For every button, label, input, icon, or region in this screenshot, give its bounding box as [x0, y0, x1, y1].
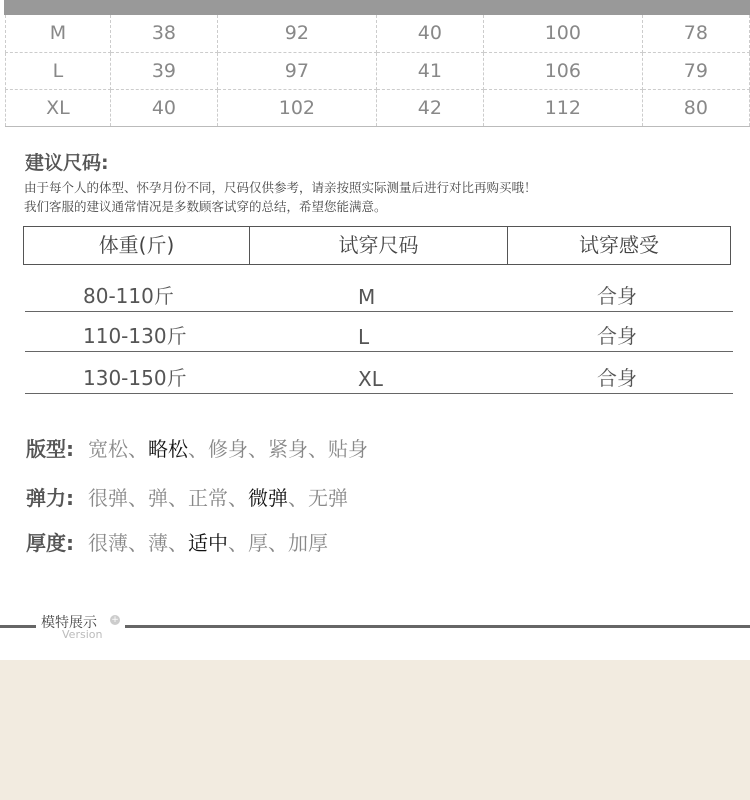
table-row [6, 89, 750, 126]
attribute-row: 弹力: 很弹、弹、正常、微弹、无弹 [26, 486, 348, 510]
recommend-note-1: 由于每个人的体型、怀孕月份不同，尺码仅供参考，请亲按照实际测量后进行对比再购买哦！ [24, 180, 537, 195]
attribute-option: 紧身 [268, 437, 308, 461]
attribute-option: 薄 [148, 531, 168, 555]
table-cell: 79 [642, 52, 749, 89]
divider-line [125, 625, 750, 628]
table-cell: 97 [218, 52, 377, 89]
recommend-cell: 110-130斤 [83, 324, 187, 348]
attribute-option: 宽松 [88, 437, 128, 461]
table-cell: 92 [218, 15, 377, 52]
attribute-option: 修身 [208, 437, 248, 461]
attribute-option: 略松 [148, 437, 188, 461]
header-size: 试穿尺码 [250, 227, 508, 264]
table-cell: M [6, 15, 111, 52]
attribute-option: 厚 [248, 531, 268, 555]
attribute-option: 很弹 [88, 486, 128, 510]
recommend-row [25, 354, 733, 394]
attribute-option: 加厚 [288, 531, 328, 555]
table-cell: XL [6, 89, 111, 126]
attribute-label: 厚度: [26, 531, 74, 555]
attribute-option: 很薄 [88, 531, 128, 555]
table-cell: 102 [218, 89, 377, 126]
attribute-label: 弹力: [26, 486, 74, 510]
table-cell: 40 [110, 89, 217, 126]
table-cell: 38 [110, 15, 217, 52]
table-cell: 41 [376, 52, 483, 89]
table-cell: L [6, 52, 111, 89]
size-table [5, 15, 750, 127]
recommend-cell: M [358, 285, 376, 309]
table-cell: 80 [642, 89, 749, 126]
table-cell: 40 [376, 15, 483, 52]
recommend-cell: 130-150斤 [83, 366, 187, 390]
attribute-option: 微弹 [248, 486, 288, 510]
table-cell: 106 [483, 52, 642, 89]
divider-line [0, 625, 36, 628]
recommend-title: 建议尺码: [25, 152, 109, 174]
size-table-header [4, 0, 750, 15]
recommend-cell: 合身 [597, 324, 637, 348]
recommend-cell: 合身 [597, 366, 637, 390]
recommend-row [25, 312, 733, 352]
table-row [6, 15, 750, 52]
model-section-title: 模特展示 [41, 615, 97, 631]
attribute-row: 厚度: 很薄、薄、适中、厚、加厚 [26, 531, 328, 555]
recommend-table-header [23, 226, 731, 265]
recommend-note-2: 我们客服的建议通常情况是多数顾客试穿的总结，希望您能满意。 [24, 199, 387, 214]
recommend-cell: 80-110斤 [83, 284, 174, 308]
recommend-cell: L [358, 325, 370, 349]
recommend-cell: XL [358, 367, 383, 391]
attribute-option: 正常 [188, 486, 228, 510]
model-section-subtitle: Version [62, 628, 103, 641]
attribute-row: 版型: 宽松、略松、修身、紧身、贴身 [26, 437, 368, 461]
recommend-cell: 合身 [597, 284, 637, 308]
table-cell: 39 [110, 52, 217, 89]
table-cell: 112 [483, 89, 642, 126]
attribute-label: 版型: [26, 437, 74, 461]
table-cell: 100 [483, 15, 642, 52]
recommend-row [25, 272, 733, 312]
table-cell: 78 [642, 15, 749, 52]
table-cell: 42 [376, 89, 483, 126]
attribute-option: 贴身 [328, 437, 368, 461]
attribute-option: 适中 [188, 531, 228, 555]
table-row [6, 52, 750, 89]
attribute-option: 无弹 [308, 486, 348, 510]
plus-icon: + [111, 615, 119, 625]
attribute-option: 弹 [148, 486, 168, 510]
header-fit: 试穿感受 [579, 233, 659, 257]
header-weight: 体重(斤) [24, 227, 250, 264]
model-image-area [0, 660, 750, 800]
